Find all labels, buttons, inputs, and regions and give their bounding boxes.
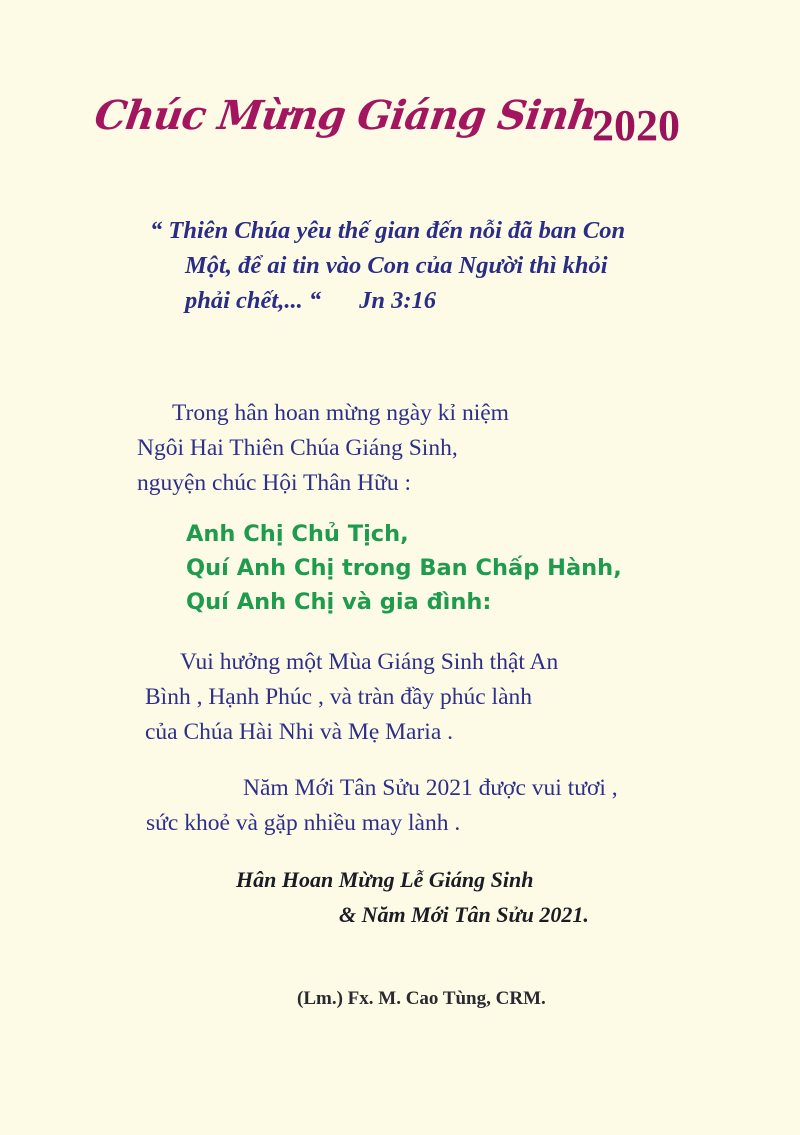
recipients-list	[186, 517, 622, 619]
new-year-paragraph	[146, 771, 618, 841]
quote-line-1: “ Thiên Chúa yêu thế gian đến nỗi đã ban Con	[150, 217, 626, 244]
wish-paragraph	[145, 645, 558, 750]
greeting-paragraph	[137, 396, 509, 501]
wish-line-3: của Chúa Hài Nhi và Mẹ Maria .	[145, 719, 454, 745]
card-title-script: Chúc Mừng Giáng Sinh	[91, 92, 600, 139]
wish-line-1: Vui hưởng một Mùa Giáng Sinh thật An	[180, 649, 559, 675]
new-year-line-1: Năm Mới Tân Sửu 2021 được vui tươi ,	[243, 775, 618, 801]
greeting-line-1: Trong hân hoan mừng ngày kỉ niệm	[172, 400, 509, 426]
closing-greeting	[236, 862, 589, 932]
closing-line-1: Hân Hoan Mừng Lễ Giáng Sinh	[236, 867, 534, 892]
quote-line-3-wrap	[150, 283, 710, 318]
greeting-line-2: Ngôi Hai Thiên Chúa Giáng Sinh,	[137, 435, 458, 461]
wish-line-2: Bình , Hạnh Phúc , và tràn đầy phúc lành	[145, 684, 533, 710]
new-year-line-2: sức khoẻ và gặp nhiều may lành .	[146, 810, 461, 836]
quote-reference: Jn 3:16	[359, 287, 437, 314]
closing-line-2: & Năm Mới Tân Sửu 2021.	[339, 902, 589, 927]
quote-line-2: Một, để ai tin vào Con của Người thì khỏi	[185, 252, 608, 279]
quote-line-3: phải chết,... “	[185, 287, 322, 314]
recipient-line: Quí Anh Chị trong Ban Chấp Hành,	[186, 555, 622, 581]
recipient-line: Anh Chị Chủ Tịch,	[186, 521, 409, 547]
scripture-quote	[150, 213, 710, 318]
card-title-year: 2020	[592, 101, 680, 150]
greeting-line-3: nguyện chúc Hội Thân Hữu :	[137, 470, 412, 496]
recipient-line: Quí Anh Chị và gia đình:	[186, 589, 492, 615]
signature: (Lm.) Fx. M. Cao Tùng, CRM.	[297, 988, 546, 1009]
